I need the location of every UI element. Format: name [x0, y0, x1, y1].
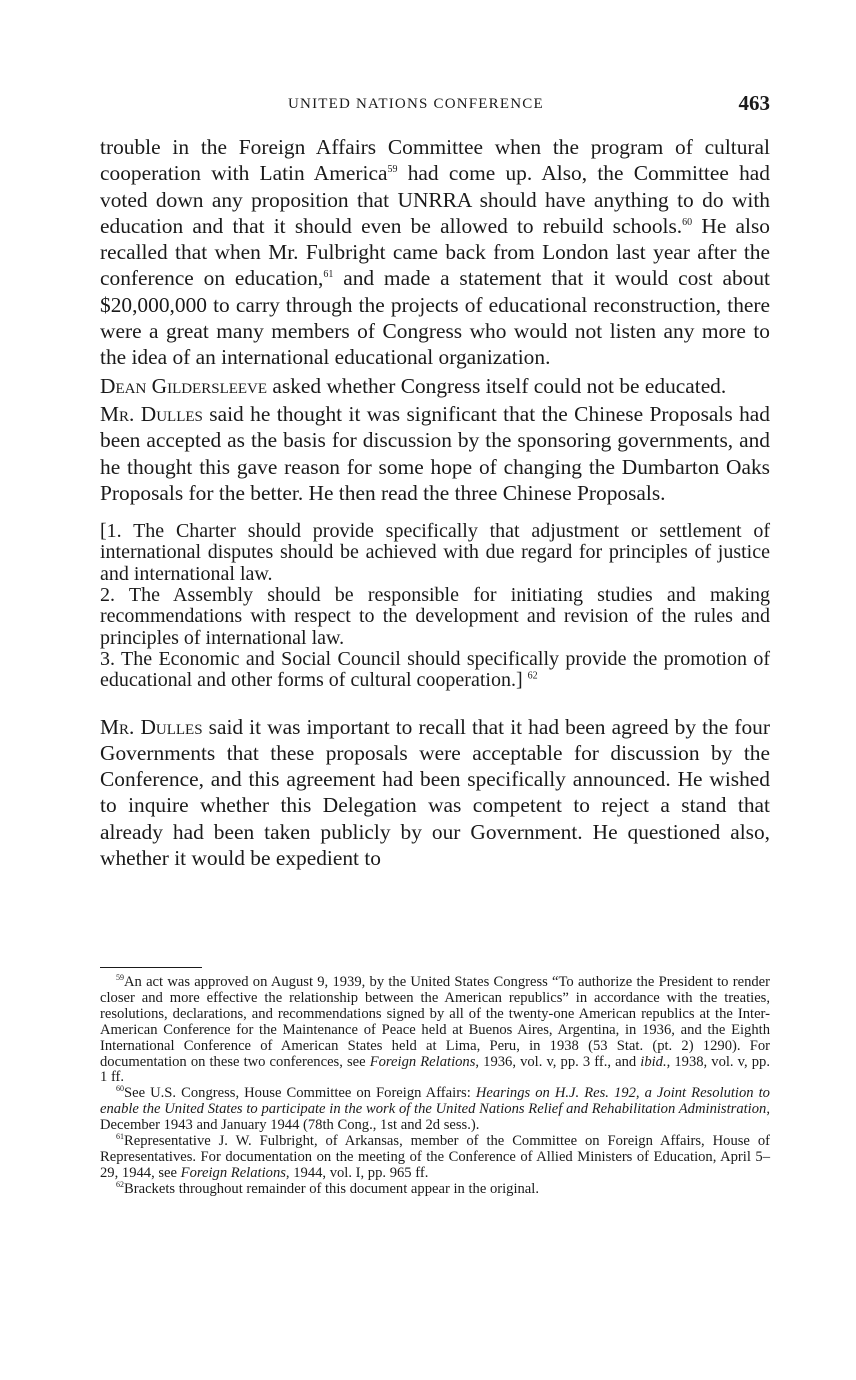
body-text — [100, 134, 770, 871]
citation-title: Hearings on H.J. Res. 192, a Joint Resolution to enable the United States to participate in the work of the United Nations Relief and Rehabilitation Administration — [100, 1085, 770, 1118]
text-run: , 1936, vol. v, pp. 3 ff., and — [475, 1053, 641, 1070]
page-header — [100, 91, 770, 119]
paragraph-4 — [100, 714, 770, 872]
speaker-name: Dean Gildersleeve — [100, 373, 268, 398]
footnote-60 — [100, 1086, 770, 1134]
footnote-ref-61: 61 — [323, 269, 334, 281]
text-run: asked whether Congress itself could not be educated. — [267, 373, 727, 398]
footnote-61 — [100, 1134, 770, 1182]
page-number: 463 — [738, 91, 770, 115]
text-run: Representative J. W. Fulbright, of Arkansas, member of the Committee on Foreign Affairs, House of Representatives. For documentation on the meeting of the Conference of Allied Ministers of Education, April 5–29, 1944, see — [100, 1133, 770, 1181]
footnote-number: 59 — [116, 973, 124, 983]
footnote-59 — [100, 975, 770, 1086]
text-run: , 1944, vol. I, pp. 965 ff. — [285, 1164, 429, 1181]
footnote-number: 61 — [116, 1132, 124, 1142]
footnote-ref-59: 59 — [387, 164, 398, 176]
proposal-2: 2. The Assembly should be responsible for initiating studies and making recommendations with respect to the development and revision of the rules and principles of international law. — [100, 584, 770, 649]
block-quote — [100, 521, 770, 691]
footnote-number: 62 — [116, 1179, 124, 1189]
text-run: He also recalled that when Mr. Fulbright came back from London last year after the conference on education, — [100, 213, 770, 291]
text-run: 3. The Economic and Social Council should specifically provide the promotion of educational and other forms of cultural cooperation.] — [100, 647, 770, 692]
footnote-ref-62: 62 — [527, 670, 538, 682]
proposal-3 — [100, 649, 770, 692]
running-head: UNITED NATIONS CONFERENCE — [288, 96, 544, 112]
citation-title: Foreign Relations — [369, 1053, 476, 1070]
text-run: See U.S. Congress, House Committee on Foreign Affairs: — [124, 1085, 476, 1102]
text-run: and made a statement that it would cost about $20,000,000 to carry through the projects of educational reconstruction, there were a great many members of Congress who would not listen any more to the idea of an international educational organization. — [100, 266, 771, 370]
text-run: , 1938, vol. v, pp. 1 ff. — [100, 1053, 770, 1086]
text-run: said it was important to recall that it had been agreed by the four Governments that these proposals were acceptable for discussion by the Conference, and this agreement had been specifically announced. He wished to inquire whether this Delegation was competent to reject a stand that already had been taken publicly by our Government. He questioned also, whether it would be expedient to — [100, 714, 770, 871]
speaker-name: Mr. Dulles — [100, 401, 203, 426]
text-run: An act was approved on August 9, 1939, by the United States Congress “To authorize the President to render closer and more effective the relationship between the American republics” in accordance with the treaties, resolutions, declarations, and recommendations signed by all of the twenty-one American republics at the Inter-American Conference for the Maintenance of Peace held at Buenos Aires, Argentina, in 1936, and the Eighth International Conference of American States held at Lima, Peru, in 1938 (53 Stat. (pt. 2) 1290). For documentation on these two conferences, see — [100, 974, 770, 1070]
paragraph-2 — [100, 373, 770, 399]
paragraph-1 — [100, 134, 770, 371]
citation-title: ibid. — [640, 1053, 667, 1070]
text-run: , December 1943 and January 1944 (78th Cong., 1st and 2d sess.). — [100, 1101, 770, 1134]
footnote-62 — [100, 1179, 770, 1198]
text-run: said he thought it was significant that the Chinese Proposals had been accepted as the basis for discussion by the sponsoring governments, and he thought this gave reason for some hope of changing the Dumbarton Oaks Proposals for the better. He then read the three Chinese Proposals. — [100, 401, 770, 505]
footnote-rule — [100, 967, 202, 968]
proposal-1: [1. The Charter should provide specifically that adjustment or settlement of international disputes should be achieved with due regard for principles of justice and international law. — [100, 520, 770, 585]
paragraph-3 — [100, 401, 770, 506]
footnote-ref-60: 60 — [682, 216, 693, 228]
text-run: had come up. Also, the Committee had voted down any proposition that UNRRA should have anything to do with education and that it should even be allowed to rebuild schools. — [100, 161, 770, 238]
citation-title: Foreign Relations — [180, 1164, 286, 1181]
speaker-name: Mr. Dulles — [100, 714, 203, 739]
text-run: Brackets throughout remainder of this document appear in the original. — [124, 1180, 539, 1197]
footnote-number: 60 — [116, 1084, 124, 1094]
footnotes — [100, 975, 770, 1198]
text-run: trouble in the Foreign Affairs Committee when the program of cultural cooperation with Latin America — [100, 135, 770, 186]
